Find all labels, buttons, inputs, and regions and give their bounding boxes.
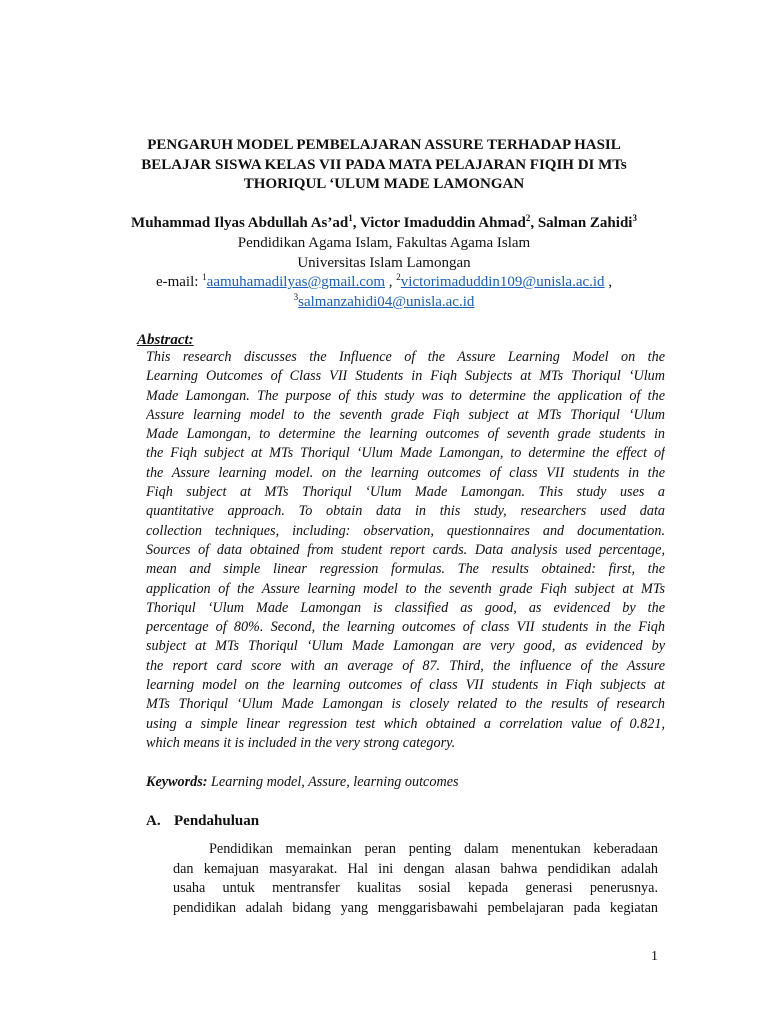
abstract-line: Sources of data obtained from student report cards. Data analysis used percentage, <box>146 541 665 558</box>
email-mark: 2 <box>396 272 401 282</box>
abstract-line: learning model on the learning outcomes of class VII students in Fiqh subjects at <box>146 677 665 694</box>
abstract-line: Thoriqul ‘Ulum Made Lamongan is classified as good, as evidenced by the <box>146 599 665 616</box>
abstract-line: percentage of 80%. Second, the learning outcomes of class VII students in the Fiqh <box>146 619 665 636</box>
paragraph-line: pendidikan adalah bidang yang menggarisbawahi pembelajaran pada kegiatan <box>173 899 658 916</box>
email-prefix: e-mail: <box>155 274 203 290</box>
abstract-line: using a simple linear regression test which obtained a correlation value of 0.821, <box>146 715 665 732</box>
intro-paragraph <box>173 840 658 918</box>
author-name: Salman Zahidi <box>537 215 633 231</box>
email-link-1[interactable]: aamuhamadilyas@gmail.com <box>206 274 386 290</box>
abstract-line: mean and simple linear regression formulas. The results obtained: first, the <box>146 561 665 578</box>
abstract-line: the Assure learning model. on the learning outcomes of class VII students in the <box>146 464 665 481</box>
email-block <box>80 272 688 312</box>
affiliation-university: Universitas Islam Lamongan <box>297 255 471 271</box>
abstract-heading: Abstract: <box>137 332 194 348</box>
author-affiliation-mark: 3 <box>632 213 637 223</box>
abstract-line: Made Lamongan. The purpose of this study was to determine the application of the <box>146 387 665 404</box>
page-number: 1 <box>651 949 658 964</box>
section-number: A. <box>146 813 161 829</box>
email-link-3[interactable]: salmanzahidi04@unisla.ac.id <box>298 294 475 310</box>
email-separator: , <box>604 274 613 290</box>
abstract-line: This research discusses the Influence of the Assure Learning Model on the <box>146 349 665 365</box>
title-line: THORIQUL ‘ULUM MADE LAMONGAN <box>243 176 525 192</box>
abstract-line: Made Lamongan, to determine the learning outcomes of seventh grade students in <box>146 426 665 443</box>
paragraph-line: Pendidikan memainkan peran penting dalam menentukan keberadaan <box>209 841 658 857</box>
email-line <box>80 272 688 292</box>
abstract-line: subject at MTs Thoriqul ‘Ulum Made Lamongan are very good, as evidenced by <box>146 638 665 655</box>
author-affiliation-mark: 2 <box>525 213 531 223</box>
abstract-line: the report card score with an average of 87. Third, the influence of the Assure <box>146 657 665 674</box>
author-name: Victor Imaduddin Ahmad <box>359 215 526 231</box>
abstract-line: Fiqh subject at MTs Thoriqul ‘Ulum Made Lamongan. This study uses a <box>146 484 665 501</box>
author-name: Muhammad Ilyas Abdullah As’ad <box>131 215 349 231</box>
keywords-text: Learning model, Assure, learning outcomes <box>207 774 459 790</box>
section-heading <box>146 812 259 831</box>
section-title: Pendahuluan <box>174 813 260 829</box>
affiliation-department: Pendidikan Agama Islam, Fakultas Agama Islam <box>237 235 531 251</box>
abstract-body <box>146 348 665 753</box>
email-line <box>80 292 688 312</box>
paragraph-line: dan kemajuan masyarakat. Hal ini dengan alasan bahwa pendidikan adalah <box>173 860 658 877</box>
author-affiliation-mark: 1 <box>348 213 353 223</box>
abstract-line: which means it is included in the very strong category. <box>146 734 456 751</box>
abstract-line: application of the Assure learning model to the seventh grade Fiqh subject at MTs <box>146 580 665 597</box>
abstract-line: collection techniques, including: observation, questionnaires and documentation. <box>146 522 665 539</box>
keywords-label: Keywords: <box>146 774 208 790</box>
email-mark: 1 <box>202 272 207 282</box>
abstract-line: MTs Thoriqul ‘Ulum Made Lamongan is closely related to the results of research <box>146 696 665 713</box>
paper-title <box>120 136 648 195</box>
title-line: PENGARUH MODEL PEMBELAJARAN ASSURE TERHADAP HASIL <box>147 137 621 153</box>
keywords <box>146 773 459 792</box>
email-link-2[interactable]: victorimaduddin109@unisla.ac.id <box>400 274 605 290</box>
email-mark: 3 <box>293 292 299 302</box>
title-line: BELAJAR SISWA KELAS VII PADA MATA PELAJARAN FIQIH DI MTs <box>141 156 627 173</box>
abstract-line: the Fiqh subject at MTs Thoriqul ‘Ulum Made Lamongan, to determine the effect of <box>146 445 665 462</box>
paragraph-line: usaha untuk mentransfer kualitas sosial kepada generasi penerusnya. <box>173 880 658 897</box>
email-separator: , <box>385 274 397 290</box>
abstract-line: Assure learning model to the seventh grade Fiqh subject at MTs Thoriqul ‘Ulum <box>146 406 665 423</box>
abstract-line: Learning Outcomes of Class VII Students in Fiqh Subjects at MTs Thoriqul ‘Ulum <box>146 368 665 385</box>
author-list: Muhammad Ilyas Abdullah $As’ad^1$, Victor Imaduddin Ahmad$^2$, Salman Zahidi$^3$ <box>131 213 637 231</box>
abstract-line: quantitative approach. To obtain data in this study, researchers used data <box>146 503 665 520</box>
